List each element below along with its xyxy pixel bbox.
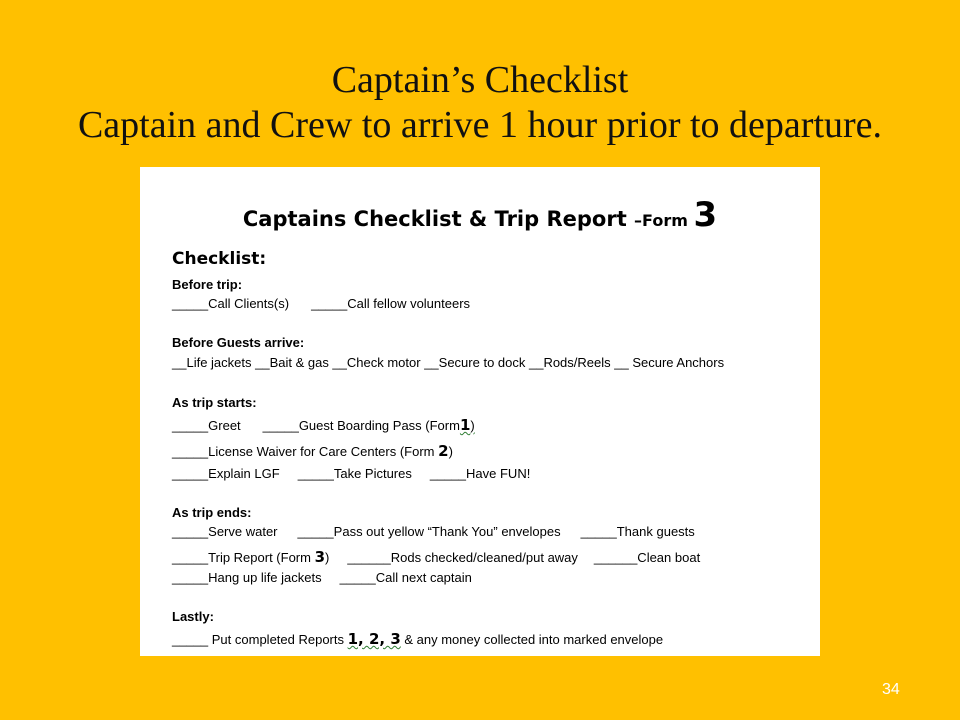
boarding-pass-item: _____Guest Boarding Pass (Form	[262, 418, 460, 433]
slide-title-line2: Captain and Crew to arrive 1 hour prior to departure.	[77, 104, 883, 146]
trip-starts-line3	[172, 466, 530, 481]
before-guests-line: __Life jackets __Bait & gas __Check motor __Secure to dock __Rods/Reels __ Secure Anchors	[172, 355, 725, 370]
document-title-main: Captains Checklist & Trip Report	[242, 207, 635, 231]
have-fun-item: _____Have FUN!	[429, 466, 531, 481]
lastly-suffix: & any money collected into marked envelope	[400, 632, 664, 647]
document-title-form: –Form	[634, 211, 694, 230]
checklist-heading: Checklist:	[172, 249, 267, 269]
slide-title	[0, 58, 960, 148]
lastly-line	[172, 630, 663, 648]
before-trip-line	[172, 296, 470, 311]
thank-guests-item: _____Thank guests	[580, 524, 695, 539]
boarding-pass-form-number: 1	[459, 416, 471, 434]
trip-report-close: )	[325, 550, 330, 565]
call-volunteers-item: _____Call fellow volunteers	[311, 296, 471, 311]
lastly-heading: Lastly:	[172, 609, 214, 624]
document-title-number: 3	[693, 195, 718, 235]
document-title	[140, 195, 820, 235]
trip-starts-heading: As trip starts:	[172, 395, 257, 410]
trip-ends-line1	[172, 524, 695, 539]
trip-ends-line3	[172, 570, 472, 585]
trip-ends-heading: As trip ends:	[172, 505, 252, 520]
serve-water-item: _____Serve water	[172, 524, 278, 539]
license-waiver-close: )	[448, 444, 453, 459]
before-trip-heading: Before trip:	[172, 277, 243, 292]
envelopes-item: _____Pass out yellow “Thank You” envelopes	[297, 524, 561, 539]
license-waiver-item: _____License Waiver for Care Centers (Form	[172, 444, 439, 459]
before-guests-heading: Before Guests arrive:	[172, 335, 305, 350]
boarding-pass-close: )	[470, 418, 475, 433]
lastly-report-numbers: 1, 2, 3	[347, 630, 401, 648]
slide-title-line1: Captain’s Checklist	[331, 59, 629, 101]
trip-starts-line1	[172, 416, 475, 434]
rods-item: ______Rods checked/cleaned/put away	[347, 550, 578, 565]
take-pictures-item: _____Take Pictures	[297, 466, 412, 481]
lastly-prefix: _____ Put completed Reports	[172, 632, 348, 647]
trip-ends-line2	[172, 548, 700, 566]
explain-lgf-item: _____Explain LGF	[172, 466, 280, 481]
clean-boat-item: ______Clean boat	[593, 550, 701, 565]
trip-starts-line2	[172, 442, 453, 460]
license-waiver-form-number: 2	[438, 442, 449, 460]
call-clients-item: _____Call Clients(s)	[172, 296, 290, 311]
call-next-captain-item: _____Call next captain	[339, 570, 472, 585]
trip-report-item: _____Trip Report (Form	[172, 550, 315, 565]
trip-report-form-number: 3	[314, 548, 326, 566]
greet-item: _____Greet	[172, 418, 241, 433]
hang-life-jackets-item: _____Hang up life jackets	[172, 570, 322, 585]
checklist-document	[140, 167, 820, 656]
page-number: 34	[882, 681, 900, 698]
